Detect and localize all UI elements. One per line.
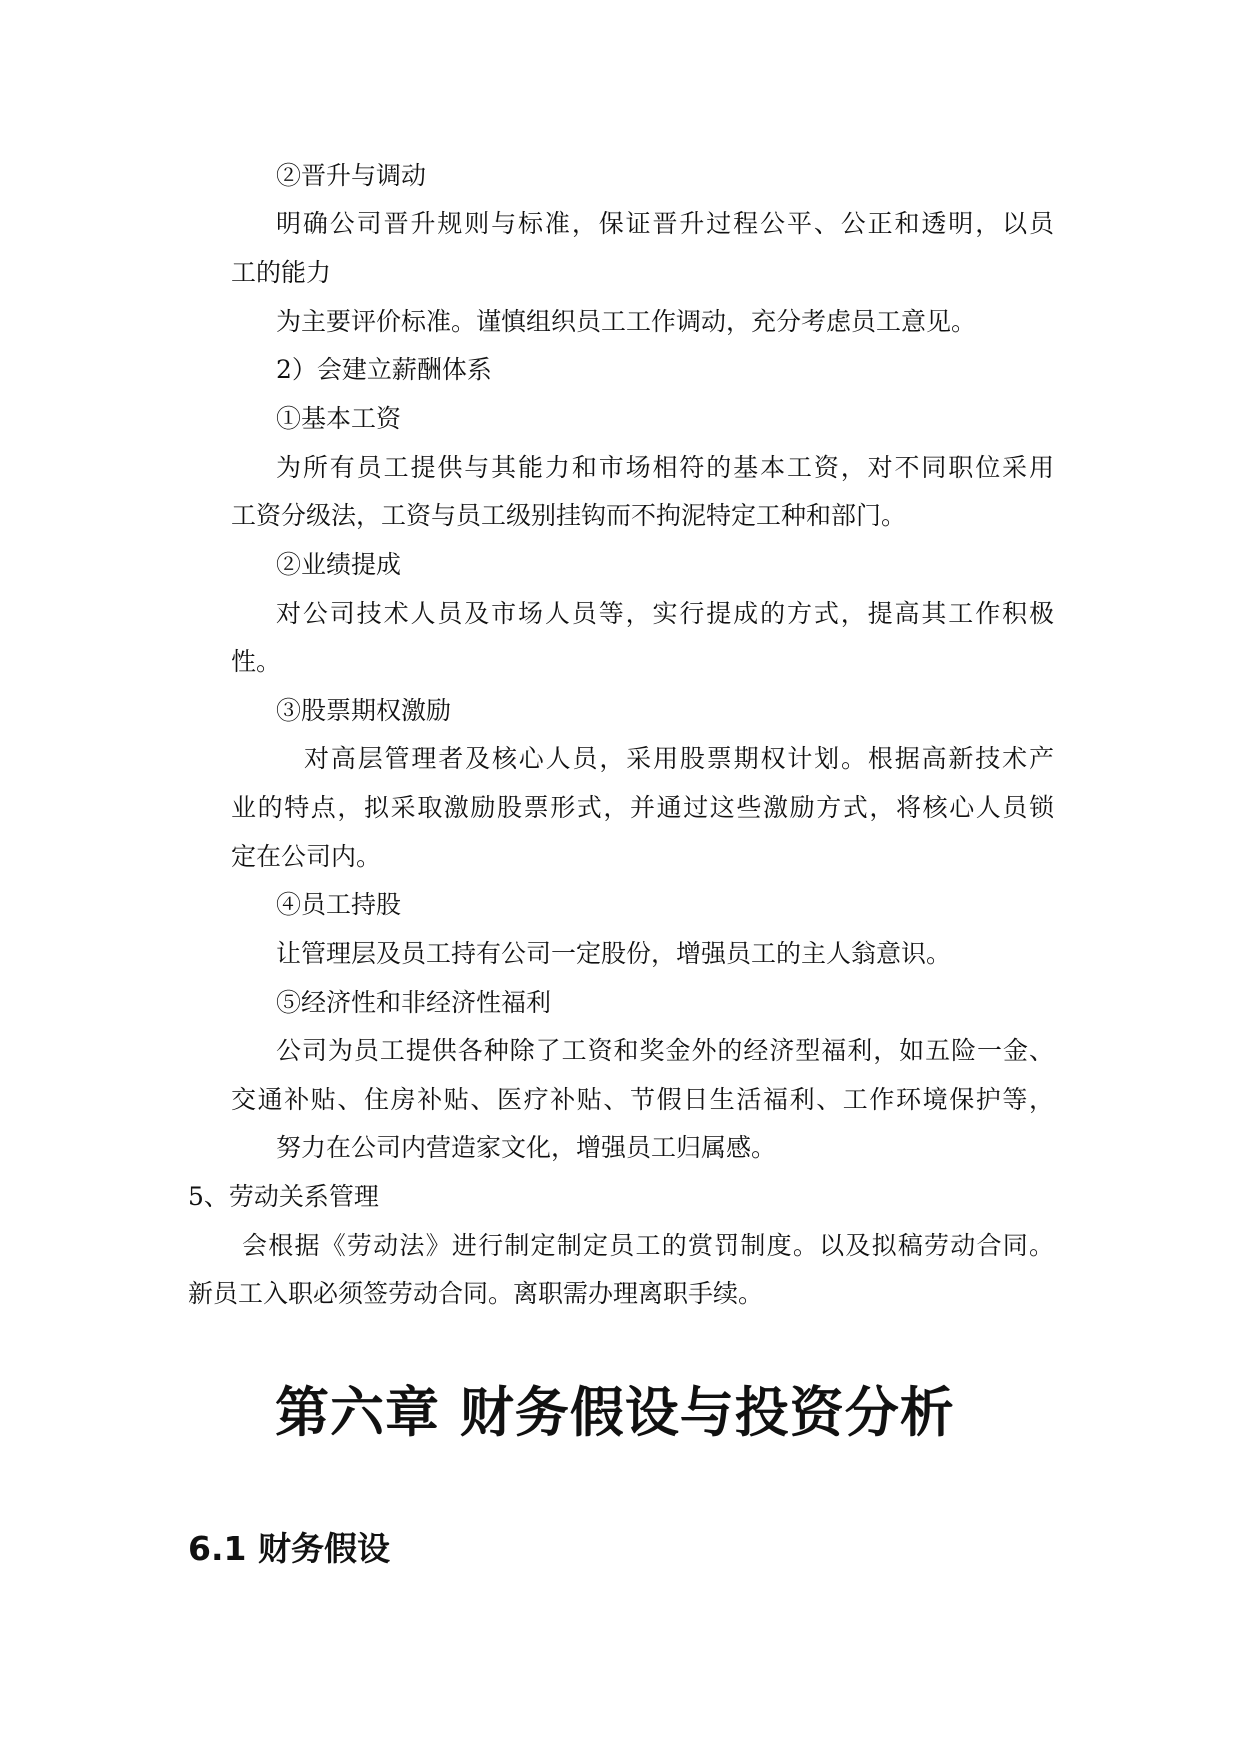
heading-stock-option: ③股票期权激励 <box>276 696 452 725</box>
paragraph-line: 性。 <box>231 647 282 676</box>
paragraph-line: 工的能力 <box>231 258 332 287</box>
heading-salary-system: 2）会建立薪酬体系 <box>276 355 492 384</box>
paragraph-line: 对高层管理者及核心人员，采用股票期权计划。根据高新技术产 <box>304 744 1054 773</box>
heading-basic-salary: ①基本工资 <box>276 404 402 433</box>
paragraph-line: 公司为员工提供各种除了工资和奖金外的经济型福利，如五险一金、 <box>276 1036 1054 1065</box>
paragraph-line: 定在公司内。 <box>231 842 382 871</box>
paragraph-line: 为所有员工提供与其能力和市场相符的基本工资，对不同职位采用 <box>276 453 1054 482</box>
paragraph-line: 为主要评价标准。谨慎组织员工工作调动，充分考虑员工意见。 <box>276 307 977 336</box>
chapter-title: 第六章 财务假设与投资分析 <box>275 1381 955 1444</box>
section-title: 6.1 财务假设 <box>188 1529 390 1568</box>
paragraph-line: 工资分级法，工资与员工级别挂钩而不拘泥特定工种和部门。 <box>231 501 907 530</box>
paragraph-line: 对公司技术人员及市场人员等，实行提成的方式，提高其工作积极 <box>276 599 1054 628</box>
paragraph-line: 新员工入职必须签劳动合同。离职需办理离职手续。 <box>188 1279 764 1308</box>
paragraph-line: 努力在公司内营造家文化，增强员工归属感。 <box>276 1133 777 1162</box>
heading-employee-shareholding: ④员工持股 <box>276 890 402 919</box>
heading-labor-relations: 5、劳动关系管理 <box>188 1182 379 1211</box>
paragraph-line: 业的特点，拟采取激励股票形式，并通过这些激励方式，将核心人员锁 <box>231 793 1054 822</box>
heading-promotion-transfer: ②晋升与调动 <box>276 161 427 190</box>
paragraph-line: 让管理层及员工持有公司一定股份，增强员工的主人翁意识。 <box>276 939 952 968</box>
heading-performance-commission: ②业绩提成 <box>276 550 402 579</box>
paragraph-line: 明确公司晋升规则与标准，保证晋升过程公平、公正和透明，以员 <box>276 209 1054 238</box>
heading-welfare: ⑤经济性和非经济性福利 <box>276 988 552 1017</box>
paragraph-line: 交通补贴、住房补贴、医疗补贴、节假日生活福利、工作环境保护等， <box>231 1085 1054 1114</box>
paragraph-line: 会根据《劳动法》进行制定制定员工的赏罚制度。以及拟稿劳动合同。 <box>242 1231 1054 1260</box>
